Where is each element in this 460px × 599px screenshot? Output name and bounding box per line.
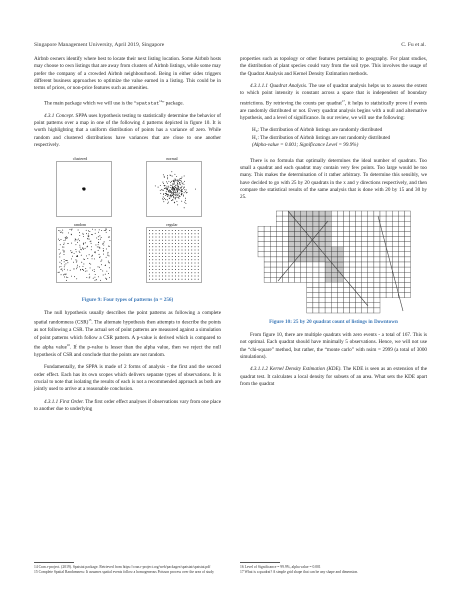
paragraph-quadrat: 4.3.1.1.1 Quadrat Analysis. The use of quadrat analysis helps us to assess the extent to which point intensity is constant across a space that is independent of boundary restrictions. By retrieving the counts per quadrat$^{17}$, it helps to statistically prove if events are randomly distributed or not. Every quadrat analysis begins with a null and alternative hypothesis, and a level of significance. In our review, we will use the following: <box>240 83 427 122</box>
figure-10-quadrat-map <box>240 207 427 317</box>
panel-label-clustered: clustered <box>72 155 88 161</box>
significance-level: (Alpha-value = 0.001; Significance Level = 99.9%) <box>252 142 359 149</box>
running-header-left: Singapore Management University, April 2019, Singapore <box>34 42 165 48</box>
package-name: spatstat <box>136 101 160 107</box>
right-column <box>240 56 427 393</box>
paragraph-zero-events: From figure 10, there are multiple quadrats with zero events - a total of 167. This is not optimal. Each quadrat should have minimally 5 observations. Hence, we will not use the “chi-square” method, but rather, the “monte carlo” with nsim = 2999 (a total of 3000 simulations). <box>240 331 427 360</box>
paragraph-quadrat-size: There is no formula that optimally determines the ideal number of quadrats. Too small a quadrat and each quadrat may contain very few points. Too large would be too many. This makes the determination of it rather arbitrary. To determine this sensibly, we have decided to go with 25 by 20 quadrats in the x and y directions respectively, and then compare the statistical results of the same analysis that is done with 20 by 15 and 30 by 25. <box>240 157 427 201</box>
paragraph: properties such as topology or other features pertaining to geography. For plant studies, the distribution of plant species could vary from the soil type. This involves the usage of the Quadrat Analysis and Kernel Density Estimation methods. <box>240 56 427 77</box>
paragraph-concept: 4.3.1 Concept. SPPA uses hypothesis testing to statistically determine the behavior of point patterns over a map in one of the following 4 patterns depicted in figure 10. It is worth highlighting that a uniform distribution of points has a variance of zero. While random and clustered distributions have variances that are close to one another respectively. <box>34 112 221 149</box>
footnote: 17 What is a quadrat? A simple grid shape that can be any shape and dimension. <box>240 569 359 574</box>
footnote: 16 Level of Significance = 99.9%, alpha value = 0.001 <box>240 565 321 569</box>
figure-9-caption: Figure 9: Four types of patterns (n = 256) <box>81 296 174 303</box>
panel-random <box>56 227 112 283</box>
running-header-right: C. Fu et al. <box>401 42 426 48</box>
panel-clustered <box>56 161 112 217</box>
footnote: 15 Complete Spatial Randomness: It assumes spatial events follow a homogeneous Poisson process over the area of study <box>34 569 214 574</box>
footnote: 14 Cran.r-project. (2019). Spatstat package. Retrieved from https://cran.r-project.org/web/packages/spatstat/spatstat.pdf <box>34 565 211 569</box>
null-hypothesis: H₀: The distribution of Airbnb listings are randomly distributed <box>252 127 383 134</box>
footnote-rule-left <box>34 562 74 563</box>
panel-regular <box>146 227 202 283</box>
paragraph-first-order: 4.3.1.1 First Order. The first order effect analyses if observations vary from one place to another due to underlying <box>34 398 221 413</box>
alt-hypothesis: H₁: The distribution of Airbnb listings are not randomly distributed <box>252 134 391 141</box>
figure-9 <box>34 155 221 295</box>
paragraph-hypothesis: The null hypothesis usually describes the point patterns as following a complete spatial randomness (CSR)$^{15}$. The alternate hypothesis then attempts to describe the points as not following a CSR. The actual set of point patterns are measured against a simulation of point patterns which follow a CSR pattern. A p-value is derived which is compared to the alpha value$^{16}$. If the p-value is lesser than the alpha value, then we reject the null hypothesis of CSR and conclude that the points are not random. <box>34 309 222 358</box>
paragraph-package: The main package which we will use is the “spatstat$^{14}$” package. <box>44 98 184 107</box>
figure-10-caption: Figure 10: 25 by 20 quadrat count of listings in Downtown <box>269 318 398 325</box>
hypotheses <box>252 127 427 149</box>
footnotes-right <box>240 565 427 575</box>
paragraph-orders: Fundamentally, the SPPA is made of 2 forms of analysis - the first and the second order effect. Each has its own scopes which delivers separate types of observations. It is crucial to note that isolating the results of each is not a recommended approach as both are jointly used to arrive at a reasonable conclusion. <box>34 364 221 393</box>
panel-normal <box>146 161 202 217</box>
footnote-rule-right <box>240 562 280 563</box>
paragraph: Airbnb owners identify where best to locate their next listing location. Some Airbnb hosts may choose to own listings that are away from clusters of Airbnb listings, while some may prefer the company of a crowded Airbnb neighbourhood. Being in either sides triggers different business approaches to optimize the value earned in a listing. This could be in terms of prices, or non-price features such as amenities. <box>34 56 221 92</box>
footnotes-left <box>34 565 221 575</box>
panel-label-regular: regular <box>166 221 178 227</box>
panel-label-normal: normal <box>166 155 178 161</box>
paragraph-kde: 4.3.1.1.2 Kernel Density Estimation (KDE). The KDE is seen as an extension of the quadrat test. It calculates a local density for subsets of an area. What sets the KDE apart from the quadrat <box>240 366 427 387</box>
panel-label-random: random <box>73 221 87 227</box>
left-column <box>34 56 221 418</box>
